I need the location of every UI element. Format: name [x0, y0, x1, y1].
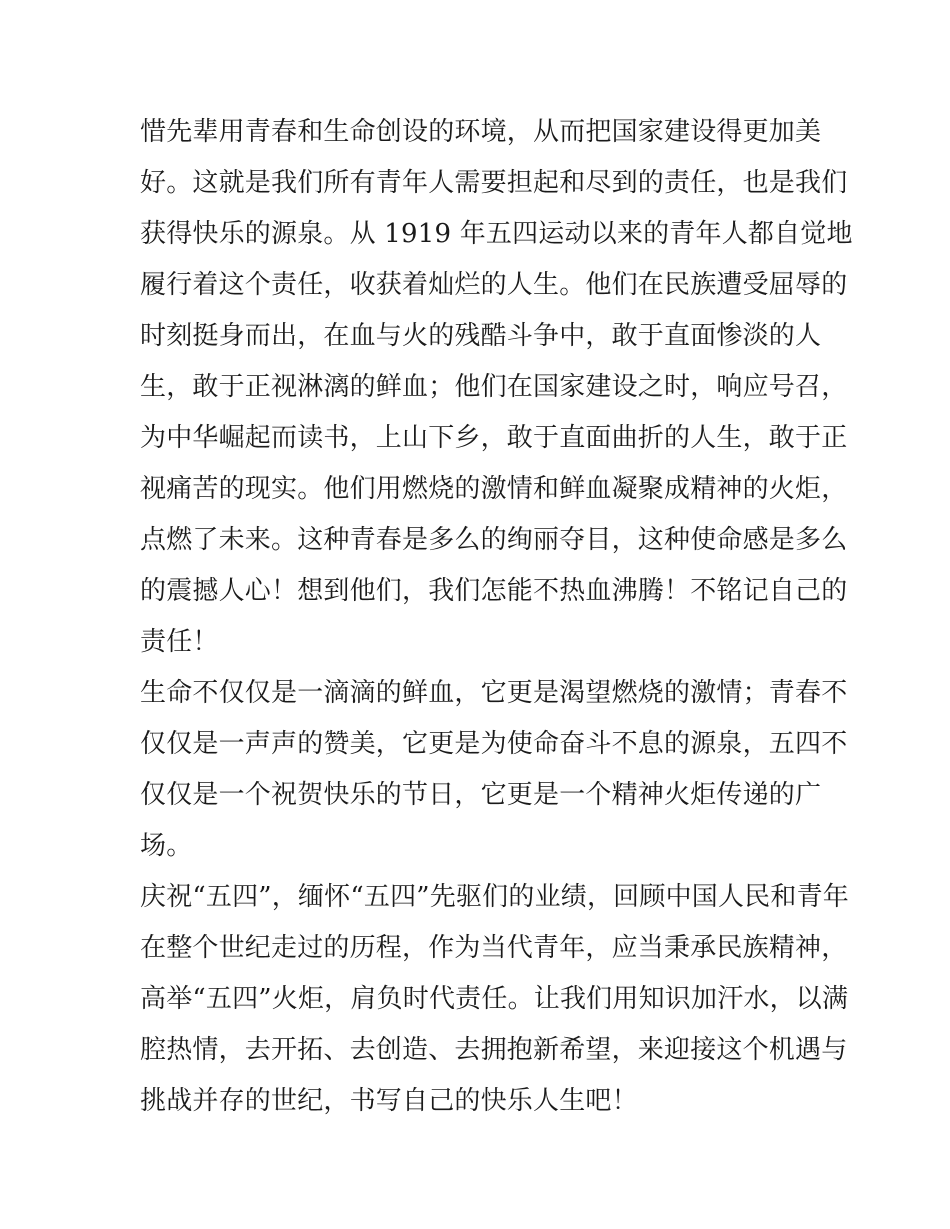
text-line: 生，敢于正视淋漓的鲜血；他们在国家建设之时，响应号召， [140, 372, 848, 402]
text-line: 仅仅是一个祝贺快乐的节日，它更是一个精神火炬传递的广 [140, 780, 822, 810]
text-line: 挑战并存的世纪，书写自己的快乐人生吧！ [140, 1086, 638, 1116]
text-line: 庆祝“五四”，缅怀“五四”先驱们的业绩，回顾中国人民和青年 [140, 882, 849, 912]
text-line: 获得快乐的源泉。从 1919 年五四运动以来的青年人都自觉地 [140, 219, 853, 249]
text-line: 高举“五四”火炬，肩负时代责任。让我们用知识加汗水，以满 [140, 984, 849, 1014]
text-line: 生命不仅仅是一滴滴的鲜血，它更是渴望燃烧的激情；青春不 [140, 678, 848, 708]
text-line: 场。 [140, 831, 193, 861]
text-line: 为中华崛起而读书，上山下乡，敢于直面曲折的人生，敢于正 [140, 423, 848, 453]
text-line: 点燃了未来。这种青春是多么的绚丽夺目，这种使命感是多么 [140, 525, 848, 555]
text-line: 在整个世纪走过的历程，作为当代青年，应当秉承民族精神， [140, 933, 848, 963]
text-line: 责任！ [140, 627, 219, 657]
text-line: 履行着这个责任，收获着灿烂的人生。他们在民族遭受屈辱的 [140, 270, 848, 300]
paragraph-1 [140, 107, 853, 668]
text-line: 好。这就是我们所有青年人需要担起和尽到的责任，也是我们 [140, 168, 848, 198]
text-line: 惜先辈用青春和生命创设的环境，从而把国家建设得更加美 [140, 117, 822, 147]
text-line: 视痛苦的现实。他们用燃烧的激情和鲜血凝聚成精神的火炬， [140, 474, 848, 504]
text-line: 腔热情，去开拓、去创造、去拥抱新希望，来迎接这个机遇与 [140, 1035, 848, 1065]
paragraph-3 [140, 872, 849, 1127]
text-line: 仅仅是一声声的赞美，它更是为使命奋斗不息的源泉，五四不 [140, 729, 848, 759]
text-line: 时刻挺身而出，在血与火的残酷斗争中，敢于直面惨淡的人 [140, 321, 822, 351]
text-line: 的震撼人心！想到他们，我们怎能不热血沸腾！不铭记自己的 [140, 576, 848, 606]
document-body [140, 107, 853, 1127]
paragraph-2 [140, 668, 848, 872]
